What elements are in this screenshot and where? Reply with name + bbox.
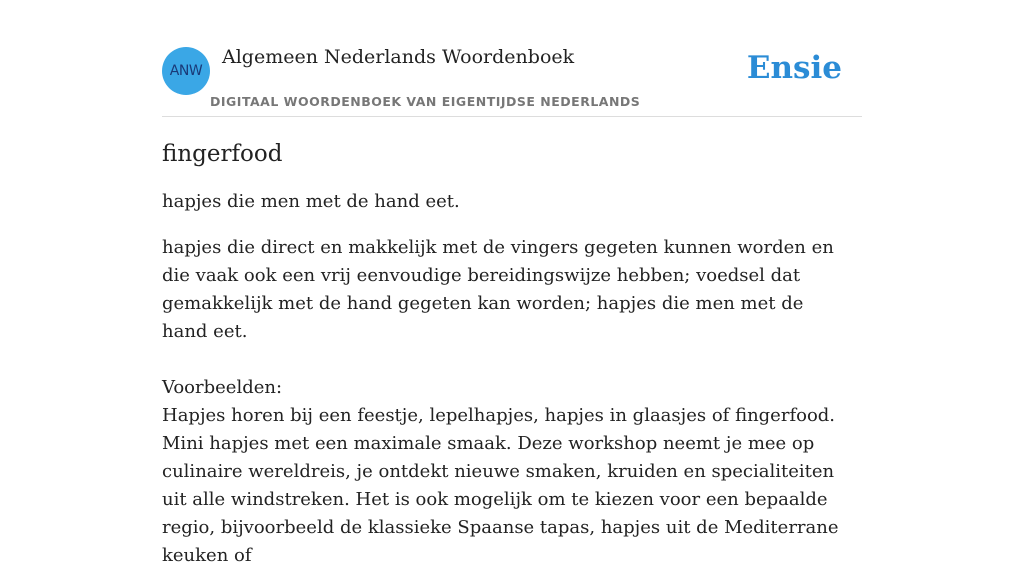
entry-content (162, 138, 852, 570)
site-subtitle: DIGITAAL WOORDENBOEK VAN EIGENTIJDSE NEDERLANDS (210, 94, 641, 109)
site-header (162, 44, 862, 117)
examples-label: Voorbeelden: (162, 377, 283, 398)
short-definition: hapjes die men met de hand eet. (162, 191, 460, 212)
anw-logo-text: ANW (169, 63, 203, 79)
long-definition: hapjes die direct en makkelijk met de vingers gegeten kunnen worden en die vaak ook een vrij eenvoudige bereidingswijze hebben; voedsel dat gemakkelijk met de hand gegeten kan worden; hapjes die men met de hand eet. (162, 237, 834, 342)
entry-headword: fingerfood (162, 141, 283, 167)
site-title[interactable]: Algemeen Nederlands Woordenboek (222, 46, 575, 68)
anw-logo[interactable] (162, 47, 210, 95)
examples-text: Hapjes horen bij een feestje, lepelhapjes, hapjes in glaasjes of fingerfood. Mini hapjes met een maximale smaak. Deze workshop neemt je mee op culinaire wereldreis, je ontdekt nieuwe smaken, kruiden en specialiteiten uit alle windstreken. Het is ook mogelijk om te kiezen voor een bepaalde regio, bijvoorbeeld de klassieke Spaanse tapas, hapjes uit de Mediterrane keuken of (162, 405, 839, 566)
ensie-brand-logo[interactable]: Ensie (746, 50, 842, 86)
